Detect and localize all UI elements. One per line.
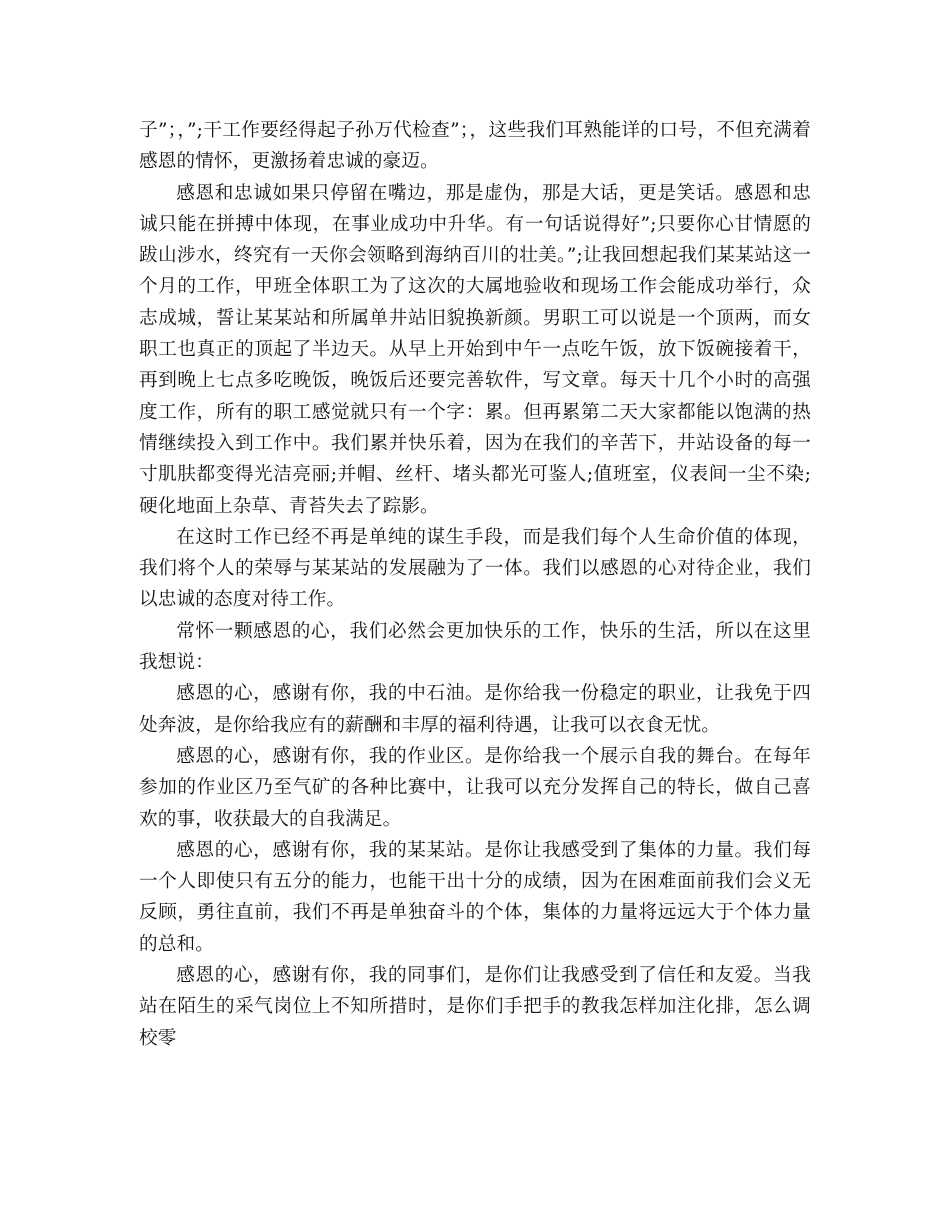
paragraph-7: 感恩的心，感谢有你，我的某某站。是你让我感受到了集体的力量。我们每一个人即使只有五分的能力，也能干出十分的成绩，因为在困难面前我们会义无反顾，勇往直前，我们不再是单独奋斗的个体，集体的力量将远远大于个体力量的总和。 (139, 839, 811, 955)
paragraph-8: 感恩的心，感谢有你，我的同事们，是你们让我感受到了信任和友爱。当我站在陌生的采气岗位上不知所措时，是你们手把手的教我怎样加注化排，怎么调校零 (139, 965, 811, 1049)
paragraph-2: 感恩和忠诚如果只停留在嘴边，那是虚伪，那是大话，更是笑话。感恩和忠诚只能在拼搏中体现，在事业成功中升华。有一句话说得好”;只要你心甘情愿的跋山涉水，终究有一天你会领略到海纳百川的壮美。”;让我回想起我们某某站这一个月的工作，甲班全体职工为了这次的大属地验收和现场工作会能成功举行，众志成城，誓让某某站和所属单井站旧貌换新颜。男职工可以说是一个顶两，而女职工也真正的顶起了半边天。从早上开始到中午一点吃午饭，放下饭碗接着干，再到晚上七点多吃晚饭，晚饭后还要完善软件，写文章。每天十几个小时的高强度工作，所有的职工感觉就只有一个字：累。但再累第二天大家都能以饱满的热情继续投入到工作中。我们累并快乐着，因为在我们的辛苦下，井站设备的每一寸肌肤都变得光洁亮丽;并帽、丝杆、堵头都光可鉴人;值班室，仪表间一尘不染;硬化地面上杂草、青苔失去了踪影。 (139, 182, 811, 517)
document-body (139, 115, 811, 1054)
paragraph-3: 在这时工作已经不再是单纯的谋生手段，而是我们每个人生命价值的体现，我们将个人的荣辱与某某站的发展融为了一体。我们以感恩的心对待企业，我们以忠诚的态度对待工作。 (139, 526, 811, 611)
paragraph-6: 感恩的心，感谢有你，我的作业区。是你给我一个展示自我的舞台。在每年参加的作业区乃至气矿的各种比赛中，让我可以充分发挥自己的特长，做自己喜欢的事，收获最大的自我满足。 (139, 745, 811, 830)
paragraph-5: 感恩的心，感谢有你，我的中石油。是你给我一份稳定的职业，让我免于四处奔波，是你给我应有的薪酬和丰厚的福利待遇，让我可以衣食无忧。 (139, 683, 811, 736)
paragraph-1: 子”；，”;干工作要经得起子孙万代检查”；，这些我们耳熟能详的口号，不但充满着感恩的情怀，更激扬着忠诚的豪迈。 (139, 120, 811, 173)
paragraph-4: 常怀一颗感恩的心，我们必然会更加快乐的工作，快乐的生活，所以在这里我想说： (139, 620, 811, 674)
